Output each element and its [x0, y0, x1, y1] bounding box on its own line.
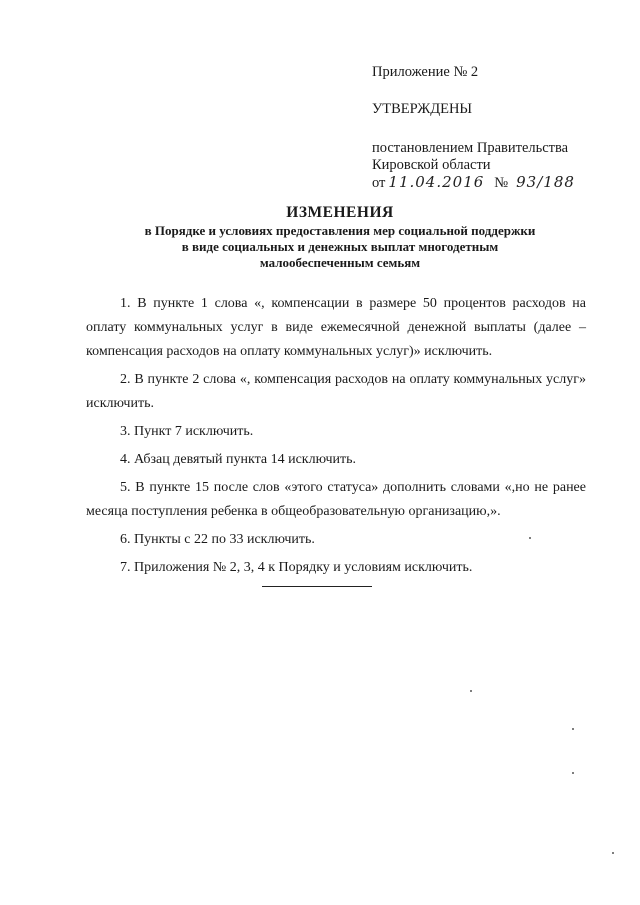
decree-line-1: постановлением Правительства — [372, 140, 569, 156]
title-line-1: в Порядке и условиях предоставления мер социальной поддержки — [144, 223, 536, 238]
document-title — [60, 0, 620, 271]
scan-speck — [572, 772, 574, 774]
title-line-2: в виде социальных и денежных выплат многодетным — [181, 239, 499, 254]
number-sign: № — [494, 175, 509, 191]
scan-speck — [572, 728, 574, 730]
scan-speck — [470, 690, 472, 692]
end-divider — [262, 586, 372, 587]
change-item-6: 6. Пункты с 22 по 33 исключить. — [120, 532, 315, 547]
title-heading: ИЗМЕНЕНИЯ — [286, 204, 394, 221]
change-item-3: 3. Пункт 7 исключить. — [120, 424, 254, 439]
changes-list — [86, 292, 586, 584]
scan-speck — [612, 852, 614, 854]
change-item-5: 5. В пункте 15 после слов «этого статуса» дополнить словами «,но не ранее месяца поступления ребенка в общеобразовательную организацию,». — [86, 480, 586, 519]
decree-line-2: Кировской области — [372, 157, 491, 173]
change-item-1: 1. В пункте 1 слова «, компенсации в размере 50 процентов расходов на оплату коммунальных услуг в виде ежемесячной денежной выплаты (далее – компенсация расходов на оплату коммунальных услуг)» исключить. — [86, 296, 586, 359]
approved-label: УТВЕРЖДЕНЫ — [372, 101, 473, 117]
scan-speck — [529, 537, 531, 539]
decree-date: 11.04.2016 — [388, 173, 485, 191]
change-item-2: 2. В пункте 2 слова «, компенсация расходов на оплату коммунальных услуг» исключить. — [86, 372, 586, 411]
decree-number: 93/188 — [516, 173, 575, 191]
change-item-7: 7. Приложения № 2, 3, 4 к Порядку и условиям исключить. — [120, 560, 473, 575]
title-line-3: малообеспеченным семьям — [259, 255, 421, 270]
change-item-4: 4. Абзац девятый пункта 14 исключить. — [120, 452, 357, 467]
date-prefix: от — [372, 175, 386, 191]
appendix-label: Приложение № 2 — [372, 64, 479, 80]
